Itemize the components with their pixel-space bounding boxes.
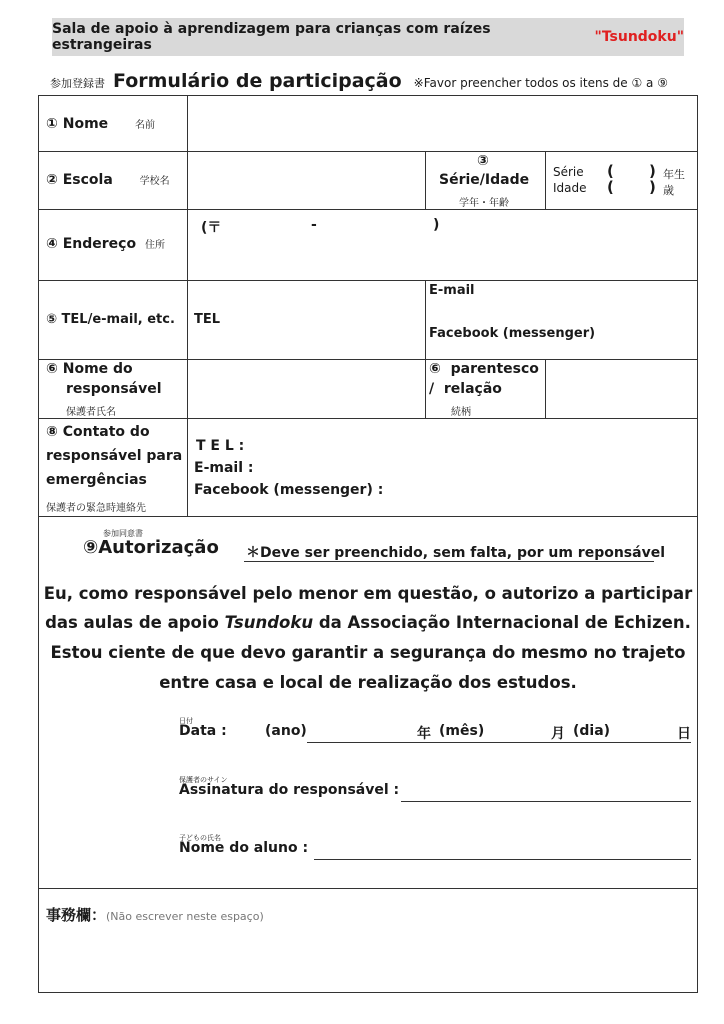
banner-highlight: "Tsundoku" [594, 29, 684, 45]
school-label: ② Escola 学校名 [46, 172, 170, 188]
emergency-label: ⑧ Contato do [46, 424, 150, 440]
registration-form: ① Nome 名前 ② Escola 学校名 ③ Série/Idade 学年・年齢 Série Idade ( ( ) ) 年生 歳 ④ Endereço 住所 (〒 - ) ⑤ TEL/e-mail, etc. TEL E-mail Facebook (messenger) ⑥ Nome do responsável 保護者氏名 ⑥ parentesco / relação 続柄 ⑧ Contato do responsável para emergências 保護者の緊急時連絡先 T E L : E-mail : Facebook (messenger) : 参加同意書 ⑨Autorização ＊Deve ser preenchido, sem falta, por um reponsável Eu, como responsável pelo menor em questão, o autorizo a participar das aulas de apoio Tsundoku da Associação Internacional de Echizen. Estou ciente de que devo garantir a segurança do mesmo no trajeto entre casa e local de realização dos estudos. 日付 Data : (ano) 年 (mês) 月 (dia) 日 保護者のサイン Assinatura do responsável : 子どもの氏名 Nome do aluno : 事務欄：(Não escrever neste espaço) [38, 95, 698, 993]
emergency-email-label: E-mail : [194, 460, 254, 476]
authorization-text-3: Estou ciente de que devo garantir a segurança do mesmo no trajeto [50, 643, 686, 662]
office-note: (Não escrever neste espaço) [106, 910, 264, 923]
email-label: E-mail [429, 283, 475, 298]
facebook-label: Facebook (messenger) [429, 326, 596, 341]
email-field[interactable] [427, 301, 695, 323]
contact-label: ⑤ TEL/e-mail, etc. [46, 312, 175, 327]
school-field[interactable] [189, 153, 423, 208]
postal-open: (〒 [201, 220, 222, 236]
signature-field[interactable] [401, 780, 691, 800]
grade-num: ③ [477, 153, 489, 169]
tel-label: TEL [194, 312, 221, 327]
grade-age-input[interactable] [617, 163, 647, 195]
guardian-jp: 保護者氏名 [66, 407, 116, 418]
idade-label: Idade [553, 181, 587, 195]
grade-label: Série/Idade [439, 172, 530, 188]
relation-field[interactable] [547, 361, 695, 417]
date-day-field[interactable] [617, 722, 675, 742]
date-year-field[interactable] [309, 722, 413, 742]
postal-close: ) [433, 217, 440, 233]
emergency-contact-field[interactable] [189, 420, 695, 514]
authorization-title: ⑨Autorização [83, 537, 219, 558]
header-note: ※Favor preencher todos os itens de ① a ⑨ [413, 76, 668, 90]
guardian-label: ⑥ Nome do [46, 361, 133, 377]
authorization-text-4: entre casa e local de realização dos estudos. [159, 673, 577, 692]
banner-text: Sala de apoio à aprendizagem para crianças com raízes estrangeiras [52, 21, 491, 53]
date-label: Data : [179, 723, 227, 739]
grade-jp-nensei: 年生 [663, 168, 685, 181]
name-field[interactable] [189, 97, 695, 150]
authorization-jp: 参加同意書 [103, 529, 143, 538]
date-month-field[interactable] [487, 722, 549, 742]
grade-jp: 学年・年齢 [459, 198, 509, 209]
emergency-tel-label: T E L : [196, 438, 245, 454]
serie-label: Série [553, 165, 584, 179]
header-jp: 参加登録書 [50, 77, 105, 90]
authorization-text-2: das aulas de apoio Tsundoku da Associação Internacional de Echizen. [45, 613, 691, 632]
title-banner [52, 18, 684, 56]
office-label: 事務欄： [46, 906, 107, 924]
authorization-note: ＊Deve ser preenchido, sem falta, por um reponsável [246, 545, 666, 561]
signature-label: Assinatura do responsável : [179, 782, 400, 798]
guardian-name-field[interactable] [189, 361, 423, 417]
form-header [50, 70, 668, 96]
emergency-jp: 保護者の緊急時連絡先 [46, 503, 146, 514]
address-field[interactable] [189, 211, 695, 279]
authorization-text-1: Eu, como responsável pelo menor em questão, o autorizo a participar [43, 584, 693, 603]
student-name-label: Nome do aluno : [179, 840, 309, 856]
page-title: Formulário de participação [113, 70, 402, 92]
tel-field[interactable] [229, 282, 423, 358]
relation-jp: 続柄 [451, 407, 471, 418]
postal-dash: - [311, 217, 317, 233]
address-label: ④ Endereço 住所 [46, 236, 165, 252]
relation-label: ⑥ parentesco [429, 361, 539, 377]
office-section [46, 904, 264, 925]
name-label: ① Nome 名前 [46, 116, 156, 132]
age-jp-sai: 歳 [663, 184, 674, 197]
student-name-field[interactable] [314, 838, 691, 858]
emergency-facebook-label: Facebook (messenger) : [194, 482, 384, 498]
